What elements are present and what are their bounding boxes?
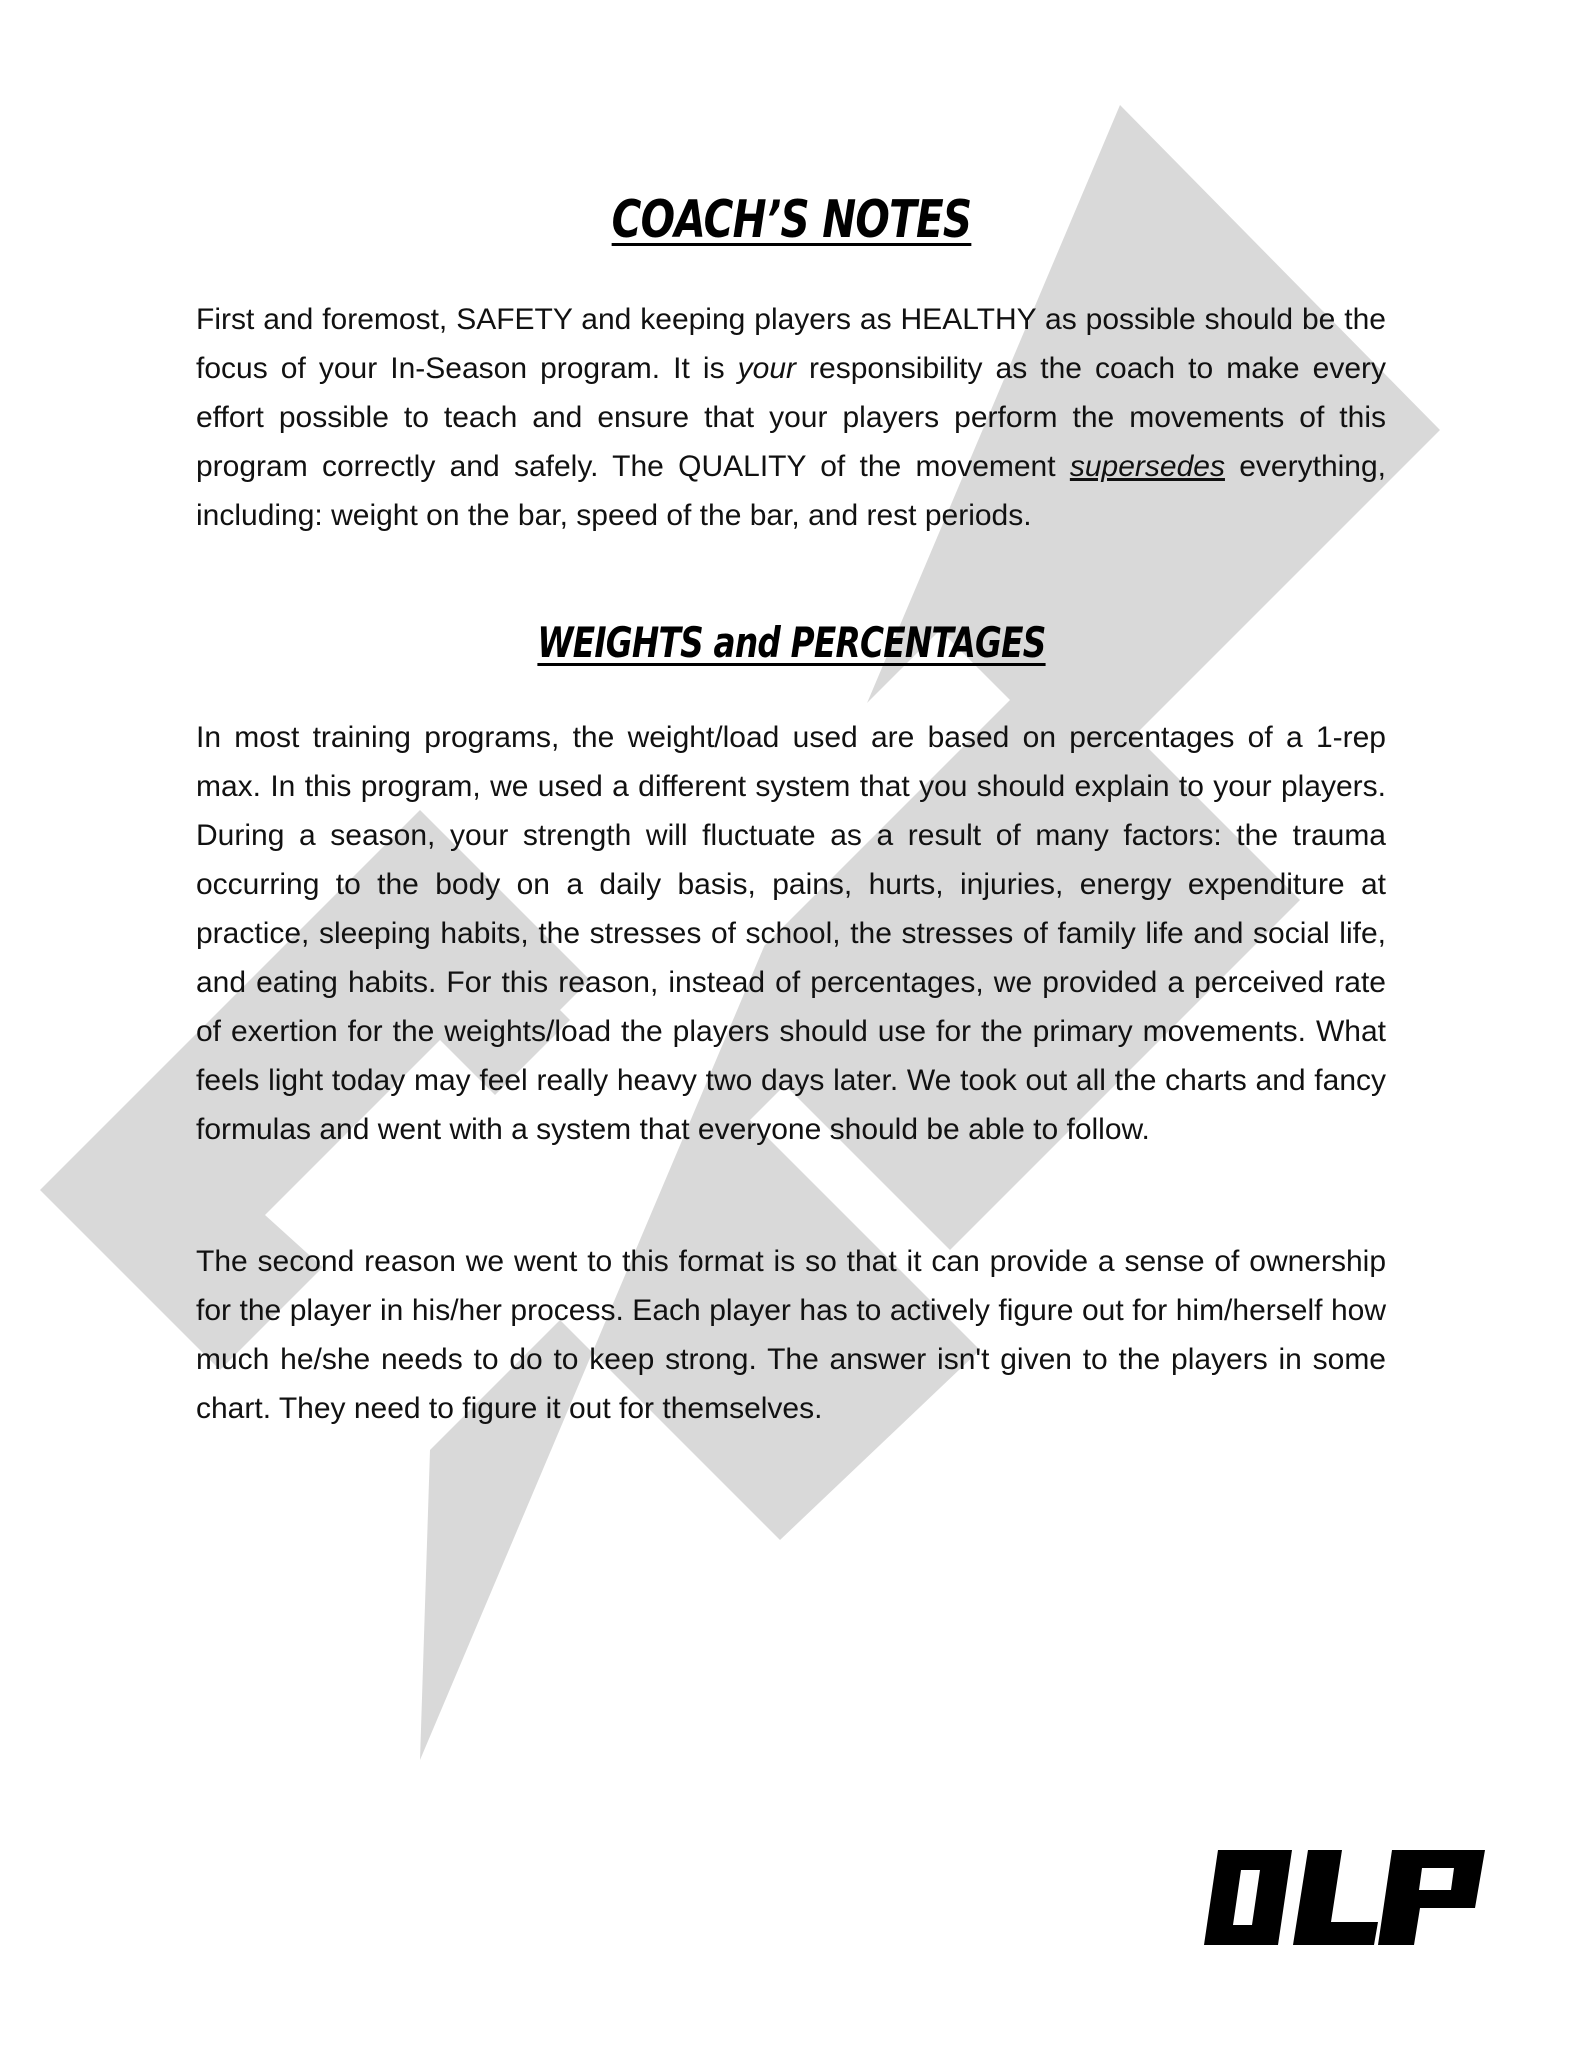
- coach-notes-text-part-1: First and foremost, SAFETY and keeping players as HEALTHY as possible should be the focus of your In-Season program. It is: [196, 303, 1386, 385]
- coach-notes-italic-word: your: [737, 352, 796, 385]
- weights-paragraph-1-text: In most training programs, the weight/load used are based on percentages of a 1-rep max. In this program, we used a different system that you should explain to your players. During a season, your strength will fluctuate as a result of many factors: the trauma occurring to the body on a daily basis, pains, hurts, injuries, energy expenditure at practice, sleeping habits, the stresses of school, the stresses of family life and social life, and eating habits. For this reason, instead of percentages, we provided a perceived rate of exertion for the weights/load the players should use for the primary movements. What feels light today may feel really heavy two days later. We took out all the charts and fancy formulas and went with a system that everyone should be able to follow.: [196, 721, 1386, 1146]
- coach-notes-text-part-2: responsibility as the coach to make every effort possible to teach and ensure that your players perform the movements of this program correctly and safely. The QUALITY of the movement: [196, 352, 1386, 483]
- section-heading-weights: WEIGHTS and PERCENTAGES: [537, 618, 1046, 667]
- coach-notes-text-part-3: everything, including: weight on the bar, speed of the bar, and rest periods.: [196, 450, 1386, 532]
- weights-paragraph-2: [196, 1237, 1386, 1433]
- weights-paragraph-2-text: The second reason we went to this format is so that it can provide a sense of ownership for the player in his/her process. Each player has to actively figure out for him/herself how much he/she needs to do to keep strong. The answer isn't given to the players in some chart. They need to figure it out for themselves.: [196, 1245, 1386, 1425]
- olp-logo-icon: [1200, 1840, 1485, 1955]
- weights-paragraph-1: [196, 713, 1386, 1154]
- coach-notes-paragraph: [196, 295, 1386, 540]
- page-title: COACH’S NOTES: [611, 190, 972, 250]
- coach-notes-underlined-word: supersedes: [1069, 450, 1225, 483]
